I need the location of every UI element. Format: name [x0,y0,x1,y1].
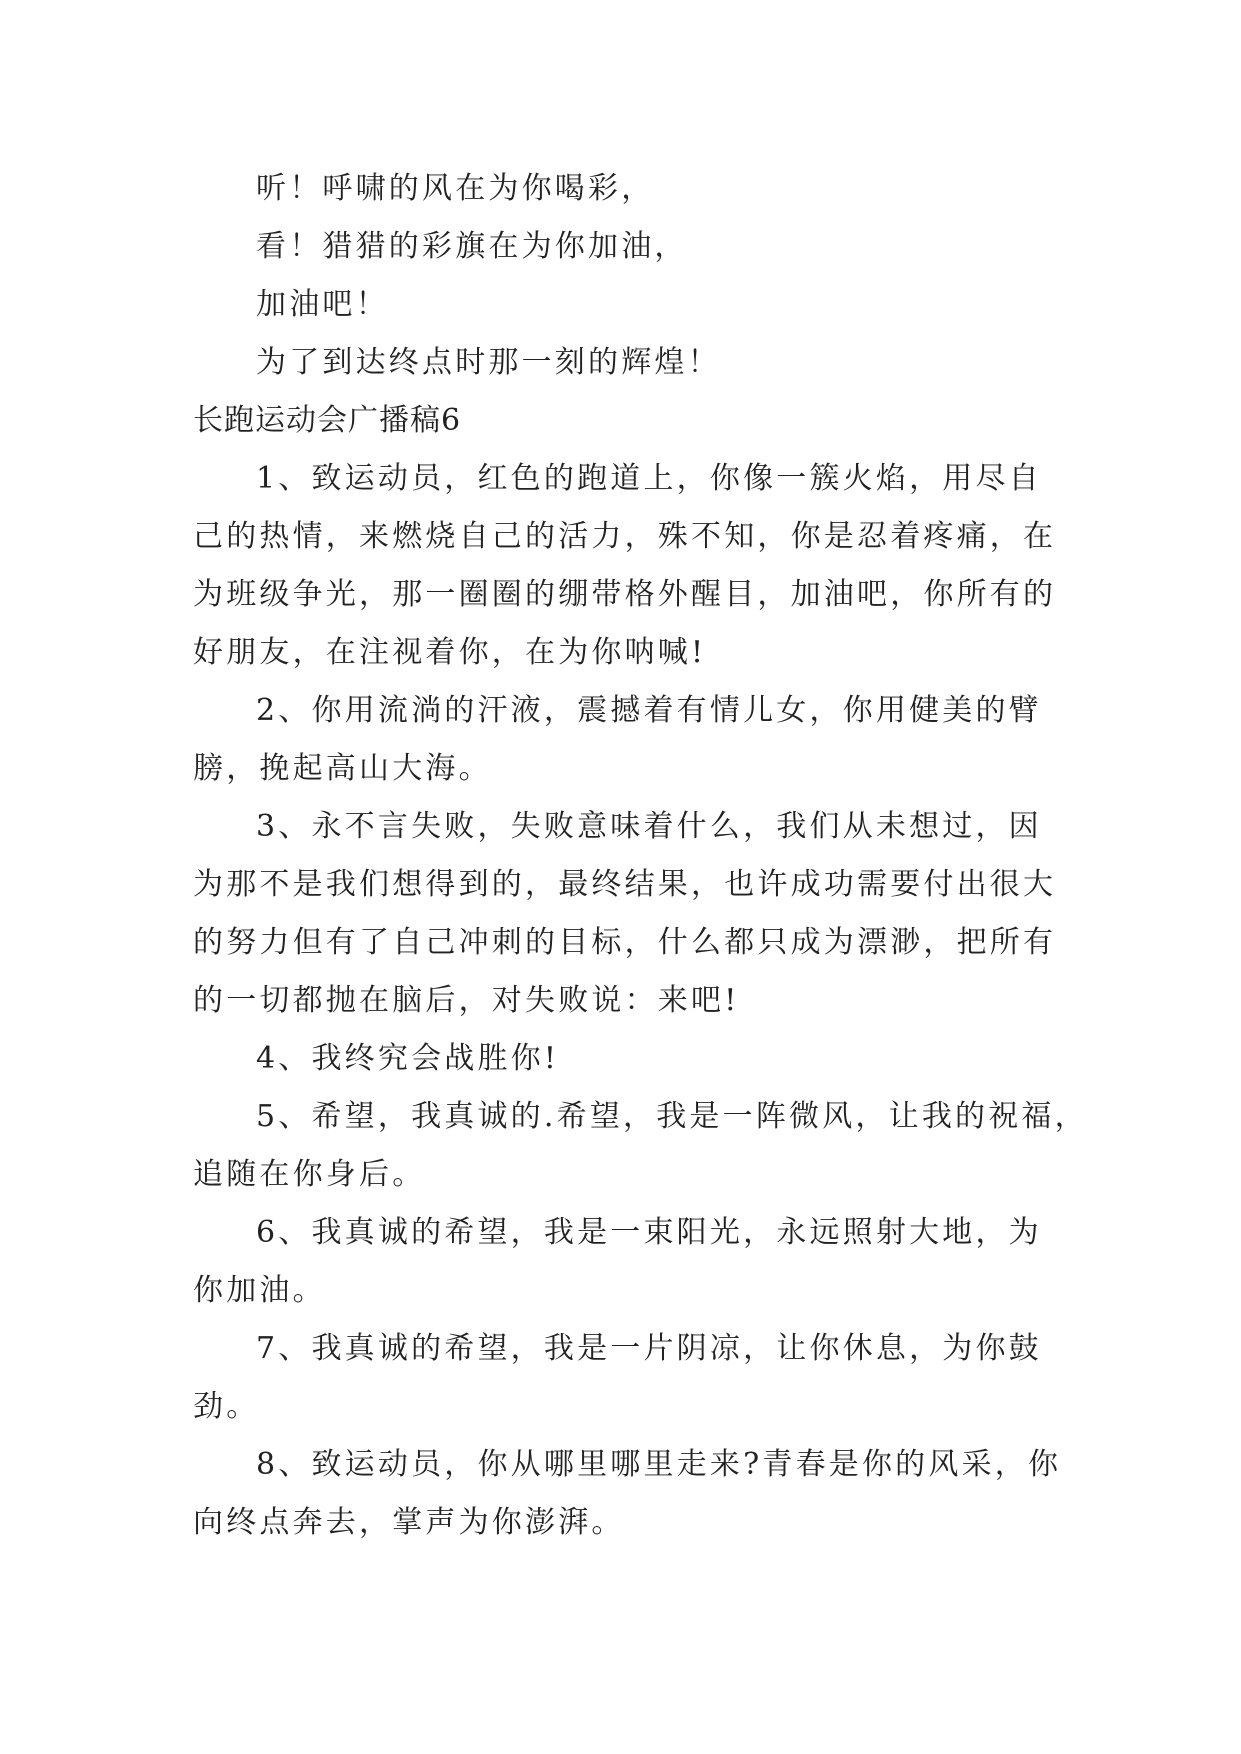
paragraph-2 [193,682,1055,798]
paragraph-line: 好朋友，在注视着你，在为你呐喊! [193,635,707,670]
paragraph-4 [193,1030,1055,1088]
section-title: 长跑运动会广播稿6 [193,403,462,438]
paragraph-line: 己的热情，来燃烧自己的活力，殊不知，你是忍着疼痛，在 [193,519,1057,554]
paragraph-line: 6、我真诚的希望，我是一束阳光，永远照射大地，为 [256,1215,1042,1250]
paragraph-line: 的努力但有了自己冲刺的目标，什么都只成为漂渺，把所有 [193,925,1057,960]
paragraph-line: 3、永不言失败，失败意味着什么，我们从未想过，因 [256,809,1042,844]
paragraph-line: 7、我真诚的希望，我是一片阴凉，让你休息，为你鼓 [256,1331,1042,1366]
document-body [193,160,1088,1552]
paragraph-line: 为那不是我们想得到的，最终结果，也许成功需要付出很大 [193,867,1057,902]
paragraph-8 [193,1436,1062,1552]
paragraph-5 [193,1088,1088,1204]
poem-line: 看！猎猎的彩旗在为你加油， [256,229,688,264]
paragraph-3 [193,798,1055,1030]
paragraph-line: 追随在你身后。 [193,1157,426,1192]
paragraph-line: 的一切都抛在脑后，对失败说：来吧! [193,983,740,1018]
paragraph-line: 1、致运动员，红色的跑道上，你像一簇火焰，用尽自 [256,461,1042,496]
paragraph-line: 2、你用流淌的汗液，震撼着有情儿女，你用健美的臂 [256,693,1042,728]
paragraph-1 [193,450,1055,682]
paragraph-line: 向终点奔去，掌声为你澎湃。 [193,1505,625,1540]
paragraph-6 [193,1204,1055,1320]
poem-line: 听！呼啸的风在为你喝彩， [256,171,655,206]
paragraph-line: 你加油。 [193,1273,326,1308]
paragraph-line: 劲。 [193,1389,260,1424]
paragraph-line: 为班级争光，那一圈圈的绷带格外醒目，加油吧，你所有的 [193,577,1057,612]
poem-line: 为了到达终点时那一刻的辉煌！ [256,345,721,380]
paragraph-line: 5、希望，我真诚的.希望，我是一阵微风，让我的祝福， [256,1099,1088,1134]
paragraph-line: 膀，挽起高山大海。 [193,751,492,786]
paragraph-7 [193,1320,1055,1436]
paragraph-line: 8、致运动员，你从哪里哪里走来?青春是你的风采，你 [256,1447,1062,1482]
poem-line: 加油吧！ [256,287,389,322]
paragraph-line: 4、我终究会战胜你! [256,1041,560,1076]
